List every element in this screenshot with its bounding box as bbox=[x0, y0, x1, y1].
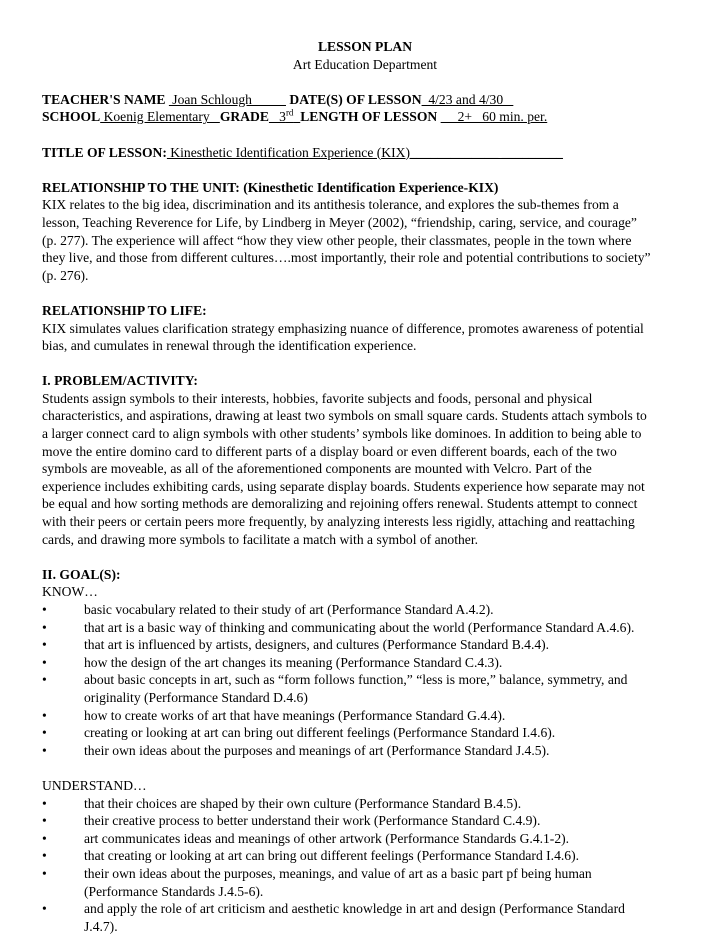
understand-item: • art communicates ideas and meanings of other artwork (Performance Standards G.4.1-2). bbox=[42, 830, 570, 846]
length-label: LENGTH OF LESSON bbox=[300, 109, 438, 125]
document-subtitle: Art Education Department bbox=[292, 56, 438, 72]
understand-item: • and apply the role of art criticism and aesthetic knowledge in art and design (Performance Standard J.4.7). bbox=[42, 901, 625, 934]
bullet-icon: • bbox=[42, 865, 47, 881]
bullet-icon: • bbox=[42, 637, 47, 653]
know-item: • their own ideas about the purposes and meanings of art (Performance Standard J.4.5). bbox=[42, 742, 550, 758]
bullet-icon: • bbox=[42, 672, 47, 688]
know-item: • about basic concepts in art, such as “form follows function,” “less is more,” balance, symmetry, and originality (Performance Standard D.4.6) bbox=[42, 672, 628, 705]
lesson-title-value: Kinesthetic Identification Experience (KIX)_____________ _________ bbox=[166, 144, 563, 160]
know-item: • creating or looking at art can bring out different feelings (Performance Standard I.4.6). bbox=[42, 725, 556, 741]
know-item: • how the design of the art changes its meaning (Performance Standard C.4.3). bbox=[42, 654, 503, 670]
bullet-icon: • bbox=[42, 725, 47, 741]
bullet-icon: • bbox=[42, 707, 47, 723]
understand-label: UNDERSTAND… bbox=[42, 777, 147, 793]
know-item: • that art is a basic way of thinking and communicating about the world (Performance Standard A.4.6). bbox=[42, 619, 635, 635]
unit-line: KIX relates to the big idea, discrimination and its antithesis tolerance, and explores the sub-themes from a bbox=[42, 197, 619, 213]
school-label: SCHOOL bbox=[42, 109, 101, 125]
document-title: LESSON PLAN bbox=[317, 39, 413, 54]
problem-line: Students assign symbols to their interests, hobbies, favorite subjects and foods, personal and physical bbox=[42, 390, 593, 406]
bullet-icon: • bbox=[42, 813, 47, 829]
problem-line: move the entire domino card to different parts of a display board or even different boards, each of the two bbox=[42, 443, 617, 459]
goals-heading: II. GOAL(S): bbox=[42, 566, 121, 582]
problem-line: characteristics, and aspirations, drawing at least two symbols on small square cards. Students attach symbols to bbox=[42, 408, 647, 424]
dates-value: 4/23 and 4/30 bbox=[421, 91, 514, 107]
unit-line: (p. 277). The experience will affect “how they view other people, their classmates, people in the town where bbox=[42, 232, 632, 248]
life-heading: RELATIONSHIP TO LIFE: bbox=[42, 302, 207, 318]
dates-label: DATE(S) OF LESSON bbox=[289, 91, 422, 107]
grade-label: GRADE bbox=[219, 109, 269, 125]
bullet-icon: • bbox=[42, 602, 47, 617]
teacher-label: TEACHER'S NAME bbox=[42, 91, 166, 107]
bullet-icon: • bbox=[42, 742, 47, 758]
unit-line: (p. 276). bbox=[42, 267, 89, 283]
life-paragraph bbox=[42, 320, 688, 355]
problem-line: a larger connect card to align symbols with other students’ symbols like dominoes. In addition to being able to bbox=[42, 426, 642, 442]
understand-item: • their own ideas about the purposes, meanings, and value of art as a basic part pf being human (Performance Standards J.4.5-6). bbox=[42, 865, 592, 899]
school-grade-line bbox=[42, 108, 688, 126]
teacher-value: Joan Schlough bbox=[168, 91, 286, 107]
problem-heading: I. PROBLEM/ACTIVITY: bbox=[42, 373, 198, 389]
problem-line: experience includes exhibiting cards, using separate display boards. Students experience how separate may not bbox=[42, 478, 645, 494]
understand-item: • that their choices are shaped by their own culture (Performance Standard B.4.5). bbox=[42, 795, 522, 811]
bullet-icon: • bbox=[42, 901, 47, 917]
problem-line: cards, and drawing more symbols to facilitate a match with a symbol of another. bbox=[42, 531, 479, 547]
bullet-icon: • bbox=[42, 830, 47, 846]
know-item: • that art is influenced by artists, designers, and cultures (Performance Standard B.4.4). bbox=[42, 637, 550, 653]
problem-line: with their peers or certain peers more frequently, by analyzing interests less rigidly, attaching and reattaching bbox=[42, 514, 635, 530]
unit-line: they live, and those from different cultures….most importantly, their role and potential contributions to society” bbox=[42, 250, 651, 266]
problem-paragraph bbox=[42, 390, 688, 548]
length-value: 2+ 60 min. per. bbox=[440, 109, 548, 125]
know-label: KNOW… bbox=[42, 584, 98, 600]
unit-heading: RELATIONSHIP TO THE UNIT: (Kinesthetic Identification Experience-KIX) bbox=[42, 179, 499, 195]
unit-paragraph bbox=[42, 196, 688, 284]
lesson-title-label: TITLE OF LESSON: bbox=[42, 144, 167, 160]
teacher-date-line bbox=[42, 91, 688, 109]
school-value: Koenig Elementary bbox=[100, 109, 220, 125]
problem-line: be equal and how sorting methods are demoralizing and rejoining offers renewal. Students attempt to connect bbox=[42, 496, 638, 512]
know-list bbox=[42, 601, 688, 759]
lesson-title-line bbox=[42, 144, 688, 162]
understand-item: • their creative process to better understand their work (Performance Standard C.4.9). bbox=[42, 813, 541, 829]
know-item: • basic vocabulary related to their study of art (Performance Standard A.4.2). bbox=[42, 602, 494, 617]
know-item: • how to create works of art that have meanings (Performance Standard G.4.4). bbox=[42, 707, 506, 723]
grade-value: 3rd bbox=[268, 107, 294, 125]
bullet-icon: • bbox=[42, 848, 47, 864]
understand-item: • that creating or looking at art can bring out different feelings (Performance Standard I.4.6). bbox=[42, 848, 579, 864]
bullet-icon: • bbox=[42, 654, 47, 670]
life-line: KIX simulates values clarification strategy emphasizing nuance of difference, promotes awareness of potential bbox=[42, 320, 644, 336]
unit-line: lesson, Teaching Reverence for Life, by Lindberg in Meyer (2002), “friendship, caring, service, and courage” bbox=[42, 214, 637, 230]
understand-list bbox=[42, 795, 688, 936]
life-line: bias, and cumulates in renewal through the identification experience. bbox=[42, 338, 417, 354]
bullet-icon: • bbox=[42, 795, 47, 811]
bullet-icon: • bbox=[42, 619, 47, 635]
problem-line: symbols are moveable, as all of the aforementioned components are mounted with Velcro. Part of the bbox=[42, 461, 592, 477]
